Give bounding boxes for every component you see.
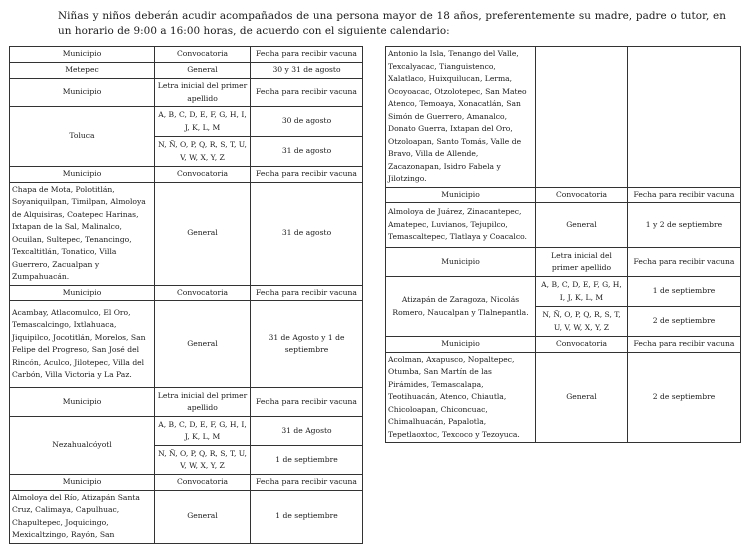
cell-letra-inicial: N, Ñ, O, P, Q, R, S, T, U, V, W, X, Y, Z [536, 307, 628, 337]
cell-fecha [628, 47, 741, 188]
header-municipio: Municipio [386, 337, 536, 353]
cell-fecha: 2 de septiembre [628, 307, 741, 337]
header-fecha: Fecha para recibir vacuna [251, 388, 363, 417]
header-municipio: Municipio [10, 285, 155, 301]
cell-municipio: Acolman, Axapusco, Nopaltepec, Otumba, San Martín de las Pirámides, Temascalapa, Teotihuacán, Atenco, Chiautla, Chicoloapan, Chiconcuac, Chimalhuacán, Papalotla, Tepetlaoxtoc, Texcoco y Tezoyuca. [386, 352, 536, 443]
calendar-table-left [9, 46, 363, 544]
cell-letra-inicial: A, B, C, D, E, F, G, H, I, J, K, L, M [536, 277, 628, 307]
header-municipio: Municipio [10, 388, 155, 417]
calendar-table-right [385, 46, 741, 443]
cell-convocatoria: General [536, 352, 628, 443]
cell-fecha: 1 de septiembre [251, 446, 363, 475]
header-convocatoria: Convocatoria [155, 285, 251, 301]
cell-convocatoria: General [155, 301, 251, 388]
intro-paragraph [58, 9, 726, 39]
cell-municipio: Nezahualcóyotl [10, 417, 155, 475]
cell-letra-inicial: A, B, C, D, E, F, G, H, I, J, K, L, M [155, 107, 251, 137]
intro-line-1: Niñas y niños deberán acudir acompañados de una persona mayor de 18 años, preferentemente su madre, padre o tutor, en un horario [58, 10, 726, 37]
header-convocatoria: Convocatoria [155, 475, 251, 491]
cell-fecha: 30 de agosto [251, 107, 363, 137]
cell-letra-inicial: N, Ñ, O, P, Q, R, S, T, U, V, W, X, Y, Z [155, 446, 251, 475]
header-letra-inicial: Letra inicial del primer apellido [155, 388, 251, 417]
cell-fecha: 2 de septiembre [628, 352, 741, 443]
header-convocatoria: Convocatoria [536, 337, 628, 353]
header-municipio: Municipio [10, 475, 155, 491]
cell-letra-inicial: N, Ñ, O, P, Q, R, S, T, U, V, W, X, Y, Z [155, 137, 251, 167]
header-convocatoria: Convocatoria [536, 187, 628, 203]
header-letra-inicial: Letra inicial del primer apellido [536, 248, 628, 277]
header-convocatoria: Convocatoria [155, 167, 251, 183]
cell-municipio: Almoloya del Río, Atizapán Santa Cruz, Calimaya, Capulhuac, Chapultepec, Joquicingo, Mexicaltzingo, Rayón, San [10, 490, 155, 543]
header-fecha: Fecha para recibir vacuna [251, 475, 363, 491]
cell-fecha: 31 de agosto [251, 137, 363, 167]
cell-municipio: Metepec [10, 63, 155, 79]
cell-convocatoria: General [536, 203, 628, 248]
cell-fecha: 30 y 31 de agosto [251, 63, 363, 79]
cell-municipio: Acambay, Atlacomulco, El Oro, Temascalcingo, Ixtlahuaca, Jiquipilco, Jocotitlán, Morelos, San Felipe del Progreso, San José del Rincón, Aculco, Jilotepec, Villa del Carbón, Villa Victoria y La Paz. [10, 301, 155, 388]
cell-fecha: 31 de agosto [251, 182, 363, 285]
cell-letra-inicial: A, B, C, D, E, F, G, H, I, J, K, L, M [155, 417, 251, 446]
header-municipio: Municipio [10, 167, 155, 183]
header-convocatoria: Convocatoria [155, 47, 251, 63]
header-letra-inicial: Letra inicial del primer apellido [155, 79, 251, 107]
cell-convocatoria: General [155, 182, 251, 285]
header-fecha: Fecha para recibir vacuna [628, 187, 741, 203]
cell-municipio: Toluca [10, 107, 155, 167]
cell-fecha: 1 de septiembre [628, 277, 741, 307]
header-fecha: Fecha para recibir vacuna [251, 285, 363, 301]
cell-convocatoria: General [155, 63, 251, 79]
header-fecha: Fecha para recibir vacuna [628, 248, 741, 277]
intro-line-2: de 9:00 a 16:00 horas, de acuerdo con el siguiente calendario: [117, 25, 450, 37]
cell-municipio: Atizapán de Zaragoza, Nicolás Romero, Naucalpan y Tlalnepantla. [386, 277, 536, 337]
header-municipio: Municipio [10, 47, 155, 63]
header-fecha: Fecha para recibir vacuna [628, 337, 741, 353]
header-municipio: Municipio [386, 187, 536, 203]
header-municipio: Municipio [10, 79, 155, 107]
cell-convocatoria [536, 47, 628, 188]
header-fecha: Fecha para recibir vacuna [251, 167, 363, 183]
cell-municipio: Almoloya de Juárez, Zinacantepec, Amatepec, Luvianos, Tejupilco, Temascaltepec, Tlatlaya y Coacalco. [386, 203, 536, 248]
cell-municipio: Chapa de Mota, Polotitlán, Soyaniquilpan, Timilpan, Almoloya de Alquisiras, Coatepec Harinas, Ixtapan de la Sal, Malinalco, Ocuilan, Sultepec, Tenancingo, Texcaltitlán, Tonatico, Villa Guerrero, Zacualpan y Zumpahuacán. [10, 182, 155, 285]
header-fecha: Fecha para recibir vacuna [251, 47, 363, 63]
cell-fecha: 31 de Agosto [251, 417, 363, 446]
cell-fecha: 31 de Agosto y 1 de septiembre [251, 301, 363, 388]
cell-municipio: Antonio la Isla, Tenango del Valle, Texcalyacac, Tianguistenco, Xalatlaco, Huixquilucan, Lerma, Ocoyoacac, Otzolotepec, San Mateo Atenco, Temoaya, Xonacatlán, San Simón de Guerrero, Amanalco, Donato Guerra, Ixtapan del Oro, Otzoloapan, Santo Tomás, Valle de Bravo, Villa de Allende, Zacazonapan, Isidro Fabela y Jilotzingo. [386, 47, 536, 188]
header-municipio: Municipio [386, 248, 536, 277]
cell-convocatoria: General [155, 490, 251, 543]
header-fecha: Fecha para recibir vacuna [251, 79, 363, 107]
cell-fecha: 1 de septiembre [251, 490, 363, 543]
cell-fecha: 1 y 2 de septiembre [628, 203, 741, 248]
